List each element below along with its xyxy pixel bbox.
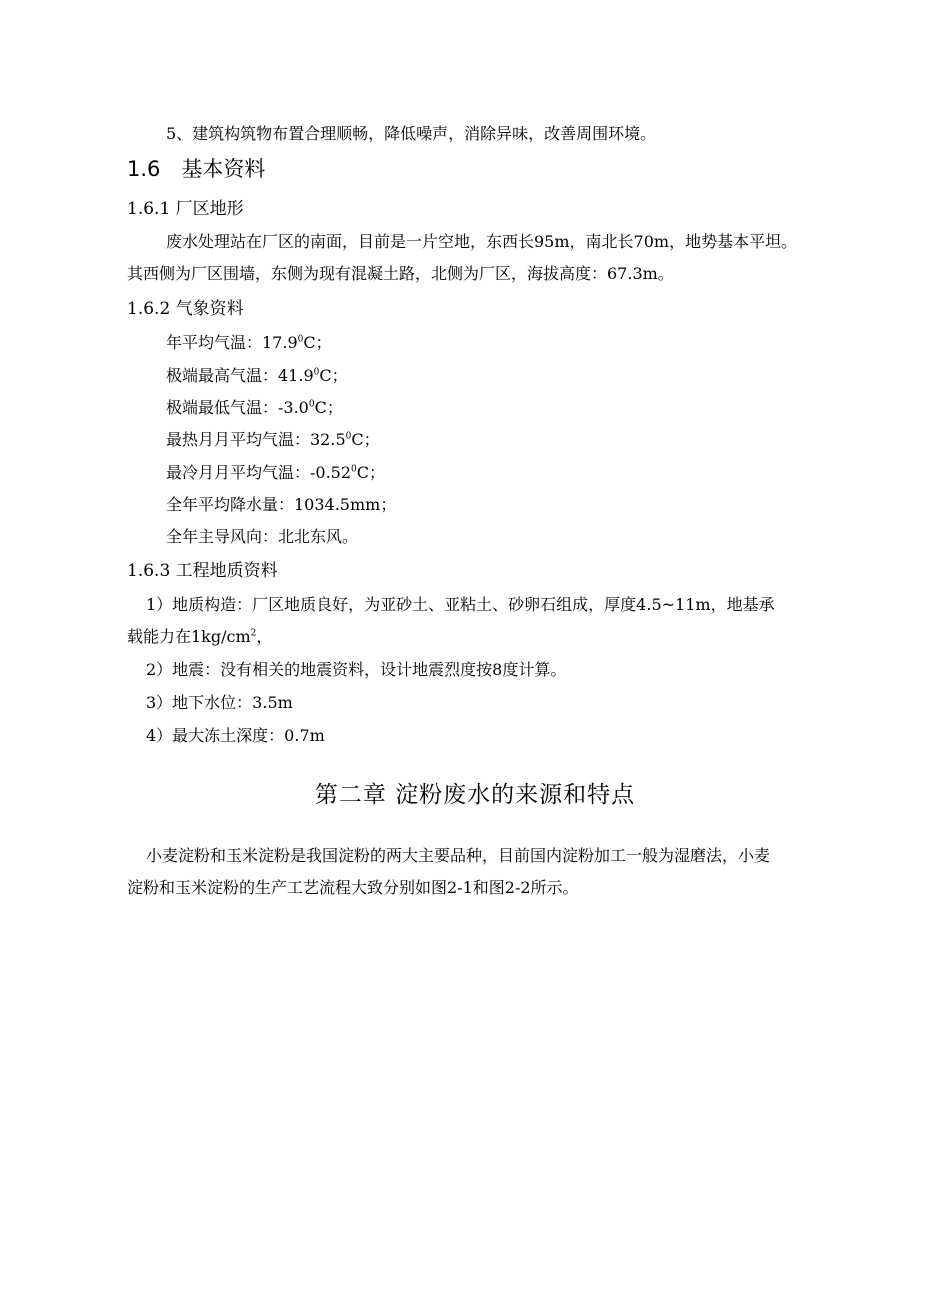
terrain-text-line-1: 废水处理站在厂区的南面，目前是一片空地，东西长95m，南北长70m，地势基本平坦。 xyxy=(166,232,798,251)
degree-superscript: 0 xyxy=(313,367,320,378)
degree-superscript: 0 xyxy=(297,334,304,345)
subsection-heading-1-6-1: 1.6.1 厂区地形 xyxy=(127,199,244,219)
section-heading-1-6: 1.6 基本资料 xyxy=(127,157,266,181)
climate-label: 最热月月平均气温：32.5 xyxy=(166,430,346,449)
chapter-2-title: 第二章 淀粉废水的来源和特点 xyxy=(314,782,636,808)
bearing-capacity-punct: ， xyxy=(256,627,273,646)
geology-item-2: 2）地震：没有相关的地震资料，设计地震烈度按8度计算。 xyxy=(146,660,567,679)
climate-unit: C； xyxy=(303,333,332,352)
geology-item-4: 4）最大冻土深度：0.7m xyxy=(146,726,325,745)
climate-item xyxy=(166,463,385,483)
squared-superscript: 2 xyxy=(250,628,257,639)
subsection-heading-1-6-2: 1.6.2 气象资料 xyxy=(127,299,244,319)
climate-label: 最冷月月平均气温：-0.52 xyxy=(166,463,352,482)
climate-label: 极端最高气温：41.9 xyxy=(166,366,314,385)
climate-item xyxy=(166,366,348,386)
geology-item-3: 3）地下水位：3.5m xyxy=(146,693,293,712)
climate-label: 全年主导风向：北北东风。 xyxy=(166,527,359,546)
climate-unit: C； xyxy=(356,463,386,482)
intro-text-line-2: 淀粉和玉米淀粉的生产工艺流程大致分别如图2-1和图2-2所示。 xyxy=(127,878,579,897)
degree-superscript: 0 xyxy=(351,464,357,475)
climate-item xyxy=(166,527,358,547)
climate-unit: C； xyxy=(351,430,380,449)
bearing-capacity-text: 载能力在1kg/cm xyxy=(127,627,251,646)
terrain-text-line-2: 其西侧为厂区围墙，东侧为现有混凝土路，北侧为厂区，海拔高度：67.3m。 xyxy=(127,264,674,283)
climate-unit: C； xyxy=(314,398,343,417)
climate-item xyxy=(166,430,380,450)
design-item-5: 5、建筑构筑物布置合理顺畅，降低噪声，消除异味，改善周围环境。 xyxy=(166,124,657,143)
degree-superscript: 0 xyxy=(345,431,352,442)
climate-label: 全年平均降水量：1034.5mm； xyxy=(166,495,397,514)
intro-text-line-1: 小麦淀粉和玉米淀粉是我国淀粉的两大主要品种，目前国内淀粉加工一般为湿磨法，小麦 xyxy=(146,846,771,865)
climate-unit: C； xyxy=(319,366,348,385)
climate-item xyxy=(166,398,343,418)
subsection-heading-1-6-3: 1.6.3 工程地质资料 xyxy=(127,561,278,581)
climate-label: 极端最低气温：-3.0 xyxy=(166,398,309,417)
climate-item xyxy=(166,495,396,515)
geology-item-1-line-2 xyxy=(127,627,272,647)
geology-item-1-line-1: 1）地质构造：厂区地质良好，为亚砂土、亚粘土、砂卵石组成，厚度4.5~11m，地基承 xyxy=(146,595,775,614)
climate-label: 年平均气温：17.9 xyxy=(166,333,298,352)
climate-item xyxy=(166,333,332,353)
degree-superscript: 0 xyxy=(308,399,315,410)
